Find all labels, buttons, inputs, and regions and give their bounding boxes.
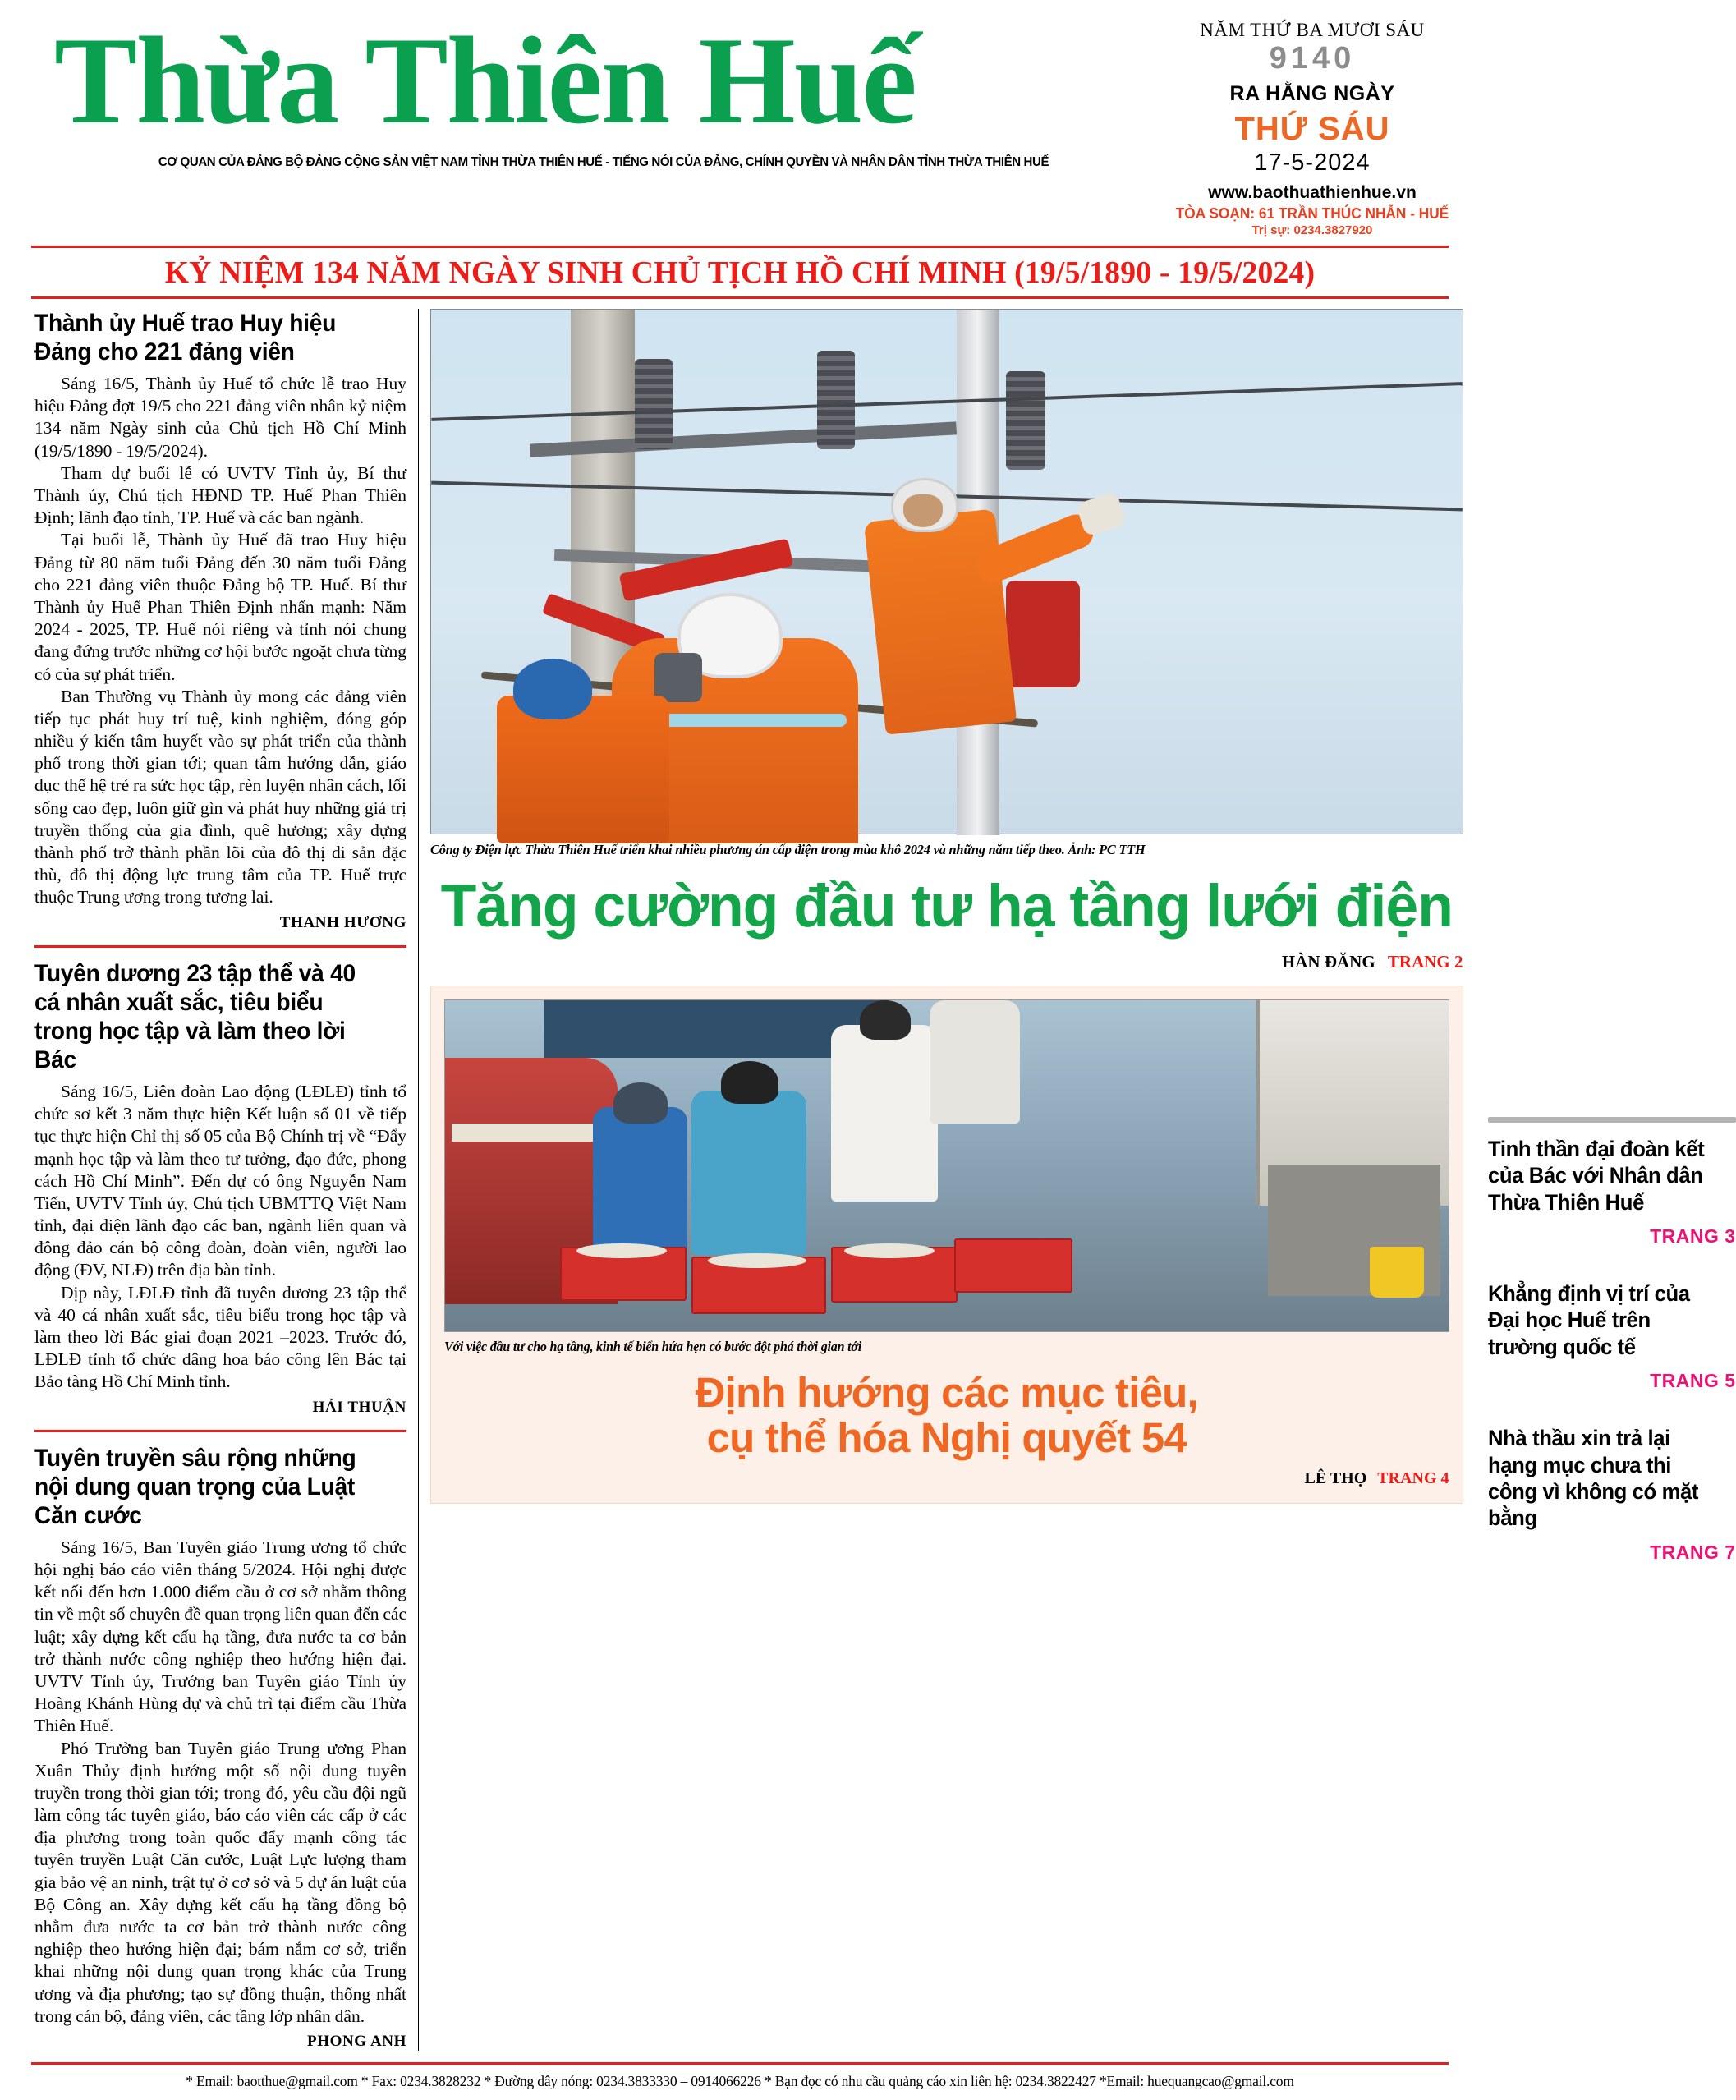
teaser-1-page-ref[interactable]: TRANG 3 <box>1650 1225 1736 1248</box>
masthead-tagline: CƠ QUAN CỦA ĐẢNG BỘ ĐẢNG CỘNG SẢN VIỆT NAM TỈNH THỪA THIÊN HUẾ - TIẾNG NÓI CỦA ĐẢNG, CHÍNH QUYỀN VÀ NHÂN DÂN TỈNH THỪA THIÊN HUẾ <box>158 154 1049 169</box>
paragraph: Sáng 16/5, Thành ủy Huế tổ chức lễ trao Huy hiệu Đảng đợt 19/5 cho 221 đảng viên nhân kỷ niệm 134 năm Ngày sinh của Chủ tịch Hồ Chí Minh (19/5/1890 - 19/5/2024). <box>34 374 406 461</box>
banner-rule-bottom <box>31 296 1449 299</box>
masthead-left <box>23 11 1168 170</box>
feature-photo-caption: Với việc đầu tư cho hạ tầng, kinh tế biển hứa hẹn có bước đột phá thời gian tới <box>444 1339 862 1355</box>
footer-contact-line: * Email: baotthue@gmail.com * Fax: 0234.3828232 * Đường dây nóng: 0234.3833330 – 0914066226 * Bạn đọc có nhu cầu quảng cáo xin liên hệ: 0234.3822427 *Email: huequangcao@gmail.com <box>186 2072 1294 2089</box>
publication-year-line: NĂM THỨ BA MƯƠI SÁU <box>1200 20 1425 40</box>
website-url[interactable]: www.baothuathienhue.vn <box>1208 182 1417 202</box>
lead-page-ref[interactable]: TRANG 2 <box>1387 952 1463 972</box>
article-3-headline[interactable]: Tuyên truyền sâu rộng những nội dung quan trọng của Luật Căn cước <box>34 1444 356 1529</box>
feature-box <box>430 986 1463 1503</box>
office-phone: Trị sự: 0234.3827920 <box>1251 223 1373 237</box>
teaser-3-page-ref[interactable]: TRANG 7 <box>1650 1541 1736 1563</box>
center-column <box>419 309 1475 2051</box>
teaser-3[interactable] <box>1488 1425 1736 1564</box>
paragraph: Sáng 16/5, Ban Tuyên giáo Trung ương tổ chức hội nghị báo cáo viên tháng 5/2024. Hội nghị được kết nối đến hơn 1.000 điểm cầu ở cơ sở nhằm thông tin về một số chuyên đề quan trọng liên quan đến các luật; xây dựng kết cấu hạ tầng, đưa nước ta cơ bản trở thành nước công nghiệp theo hướng hiện đại. UVTV Tỉnh ủy, Trưởng ban Tuyên giáo Tỉnh ủy Hoàng Khánh Hùng dự và chủ trì tại điểm cầu Thừa Thiên Huế. <box>34 1537 406 1736</box>
feature-headline[interactable] <box>444 1370 1449 1460</box>
lead-photo-caption: Công ty Điện lực Thừa Thiên Huế triển khai nhiều phương án cấp điện trong mùa khô 2024 và những năm tiếp theo. Ảnh: PC TTH <box>430 841 1146 857</box>
publication-frequency: RA HẰNG NGÀY <box>1229 81 1395 105</box>
lead-author: HÀN ĐĂNG <box>1281 952 1375 972</box>
article-1-body <box>34 373 406 909</box>
feature-headline-line-2: cụ thể hóa Nghị quyết 54 <box>706 1414 1187 1462</box>
article-3-byline: PHONG ANH <box>307 2032 406 2050</box>
article-2-byline: HẢI THUẬN <box>312 1398 406 1416</box>
paragraph: Dịp này, LĐLĐ tỉnh đã tuyên dương 23 tập thể và 40 cá nhân xuất sắc, tiêu biểu trong học tập và làm theo lời Bác giai đoạn 2021 –2023. Trước đó, LĐLĐ tỉnh tổ chức dâng hoa báo công lên Bác tại Bảo tàng Hồ Chí Minh tỉnh. <box>34 1282 406 1392</box>
left-column <box>23 309 419 2051</box>
feature-headline-line-1: Định hướng các mục tiêu, <box>695 1369 1198 1417</box>
paragraph: Phó Trưởng ban Tuyên giáo Trung ương Phan Xuân Thủy định hướng một số nội dung tuyên truyền trong thời gian tới; trong đó, yêu cầu đội ngũ làm công tác tuyên giáo, báo cáo viên các cấp ở các địa phương trong toàn quốc đẩy mạnh công tác tuyên truyền Luật Căn cước, Luật Lực lượng tham gia bảo vệ an ninh, trật tự ở cơ sở và 5 dự án luật của Bộ Công an. Xây dựng kết cấu hạ tầng đồng bộ nhằm đưa nước ta cơ bản trở thành nước công nghiệp theo hướng hiện đại; bám nắm cơ sở, triển khai những nội dung quan trọng khác của Trung ương và địa phương; tạo sự đồng thuận, thống nhất trong cán bộ, đảng viên, các tầng lớp nhân dân. <box>34 1738 406 2026</box>
publication-date: 17-5-2024 <box>1254 149 1371 176</box>
teaser-2[interactable] <box>1488 1280 1736 1392</box>
right-column <box>1475 309 1736 2051</box>
article-2-body <box>34 1081 406 1394</box>
paragraph: Tại buổi lễ, Thành ủy Huế đã trao Huy hiệu Đảng từ 80 năm tuổi Đảng đến 30 năm tuổi Đảng cho 221 đảng viên thuộc Đảng bộ TP. Huế. Bí thư Thành ủy Huế Phan Thiên Định nhấn mạnh: Năm 2024 - 2025, TP. Huế nói riêng và tỉnh nói chung đang đứng trước những cơ hội bước ngoặt chưa từng có của sự phát triển. <box>34 530 406 684</box>
article-3[interactable] <box>34 1444 406 2051</box>
feature-photo-fish-market <box>444 999 1449 1332</box>
article-divider <box>34 945 406 948</box>
office-address: TÒA SOẠN: 61 TRẦN THÚC NHẪN - HUẾ <box>1175 204 1449 222</box>
issue-number: 9140 <box>1269 41 1356 76</box>
article-2-headline[interactable]: Tuyên dương 23 tập thể và 40 cá nhân xuất sắc, tiêu biểu trong học tập và làm theo lời Bác <box>34 959 356 1073</box>
lead-credit <box>430 952 1463 972</box>
content-grid <box>23 309 1736 2051</box>
paragraph: Tham dự buổi lễ có UVTV Tỉnh ủy, Bí thư Thành ủy, Chủ tịch HĐND TP. Huế Phan Thiên Định; lãnh đạo tỉnh, TP. Huế và các ban ngành. <box>34 462 406 528</box>
article-2[interactable] <box>34 959 406 1417</box>
paragraph: Sáng 16/5, Liên đoàn Lao động (LĐLĐ) tỉnh tổ chức sơ kết 3 năm thực hiện Kết luận số 01 về tiếp tục thực hiện Chỉ thị số 05 của Bộ Chính trị về “Đẩy mạnh học tập và làm theo tư tưởng, đạo đức, phong cách Hồ Chí Minh”. Đến dự có ông Nguyễn Nam Tiến, UVTV Tỉnh ủy, Chủ tịch UBMTTQ Việt Nam tỉnh, đại diện lãnh đạo các ban, ngành liên quan và đông đảo cán bộ công đoàn, đoàn viên, người lao động (ĐV, NLĐ) trên địa bàn tỉnh. <box>34 1081 406 1280</box>
article-1[interactable] <box>34 309 406 932</box>
teaser-2-headline[interactable]: Khẳng định vị trí của Đại học Huế trên trường quốc tế <box>1487 1281 1690 1359</box>
teaser-1-headline[interactable]: Tinh thần đại đoàn kết của Bác với Nhân dân Thừa Thiên Huế <box>1487 1136 1704 1215</box>
teaser-divider <box>1488 1117 1736 1123</box>
article-3-body <box>34 1537 406 2028</box>
lead-headline[interactable]: Tăng cường đầu tư hạ tầng lưới điện <box>440 872 1453 940</box>
feature-credit <box>444 1469 1449 1488</box>
article-1-headline[interactable]: Thành ủy Huế trao Huy hiệu Đảng cho 221 đảng viên <box>34 309 337 365</box>
right-column-spacer <box>1488 309 1736 1117</box>
feature-author: LÊ THỌ <box>1304 1468 1367 1487</box>
paragraph: Ban Thường vụ Thành ủy mong các đảng viên tiếp tục phát huy trí tuệ, kinh nghiệm, đóng góp nhiều ý kiến tâm huyết vào sự phát triển của thành phố trong thời gian tới; quan tâm hướng dẫn, giáo dục thế hệ trẻ ra sức học tập, rèn luyện nhân cách, lối sống cao đẹp, luôn giữ gìn và phát huy những giá trị truyền thống của gia đình, quê hương; xây dựng thành phố trở thành phần lõi của đô thị di sản đặc thù, đô thị động lực trung tâm của TP. Huế trực thuộc Trung ương trong tương lai. <box>34 686 406 908</box>
teaser-3-headline[interactable]: Nhà thầu xin trả lại hạng mục chưa thi công vì không có mặt bằng <box>1487 1426 1698 1531</box>
article-divider <box>34 1430 406 1432</box>
newspaper-logo: Thừa Thiên Huế <box>54 11 916 149</box>
anniversary-banner: KỶ NIỆM 134 NĂM NGÀY SINH CHỦ TỊCH HỒ CHÍ MINH (19/5/1890 - 19/5/2024) <box>164 255 1316 290</box>
lead-photo-power-line-workers <box>430 309 1463 834</box>
feature-page-ref[interactable]: TRANG 4 <box>1377 1468 1449 1487</box>
masthead-info-box <box>1168 15 1457 237</box>
teaser-2-page-ref[interactable]: TRANG 5 <box>1650 1370 1736 1392</box>
article-1-byline: THANH HƯƠNG <box>279 913 406 931</box>
publication-weekday: THỨ SÁU <box>1234 110 1390 147</box>
teaser-1[interactable] <box>1488 1117 1736 1248</box>
masthead <box>23 0 1457 237</box>
